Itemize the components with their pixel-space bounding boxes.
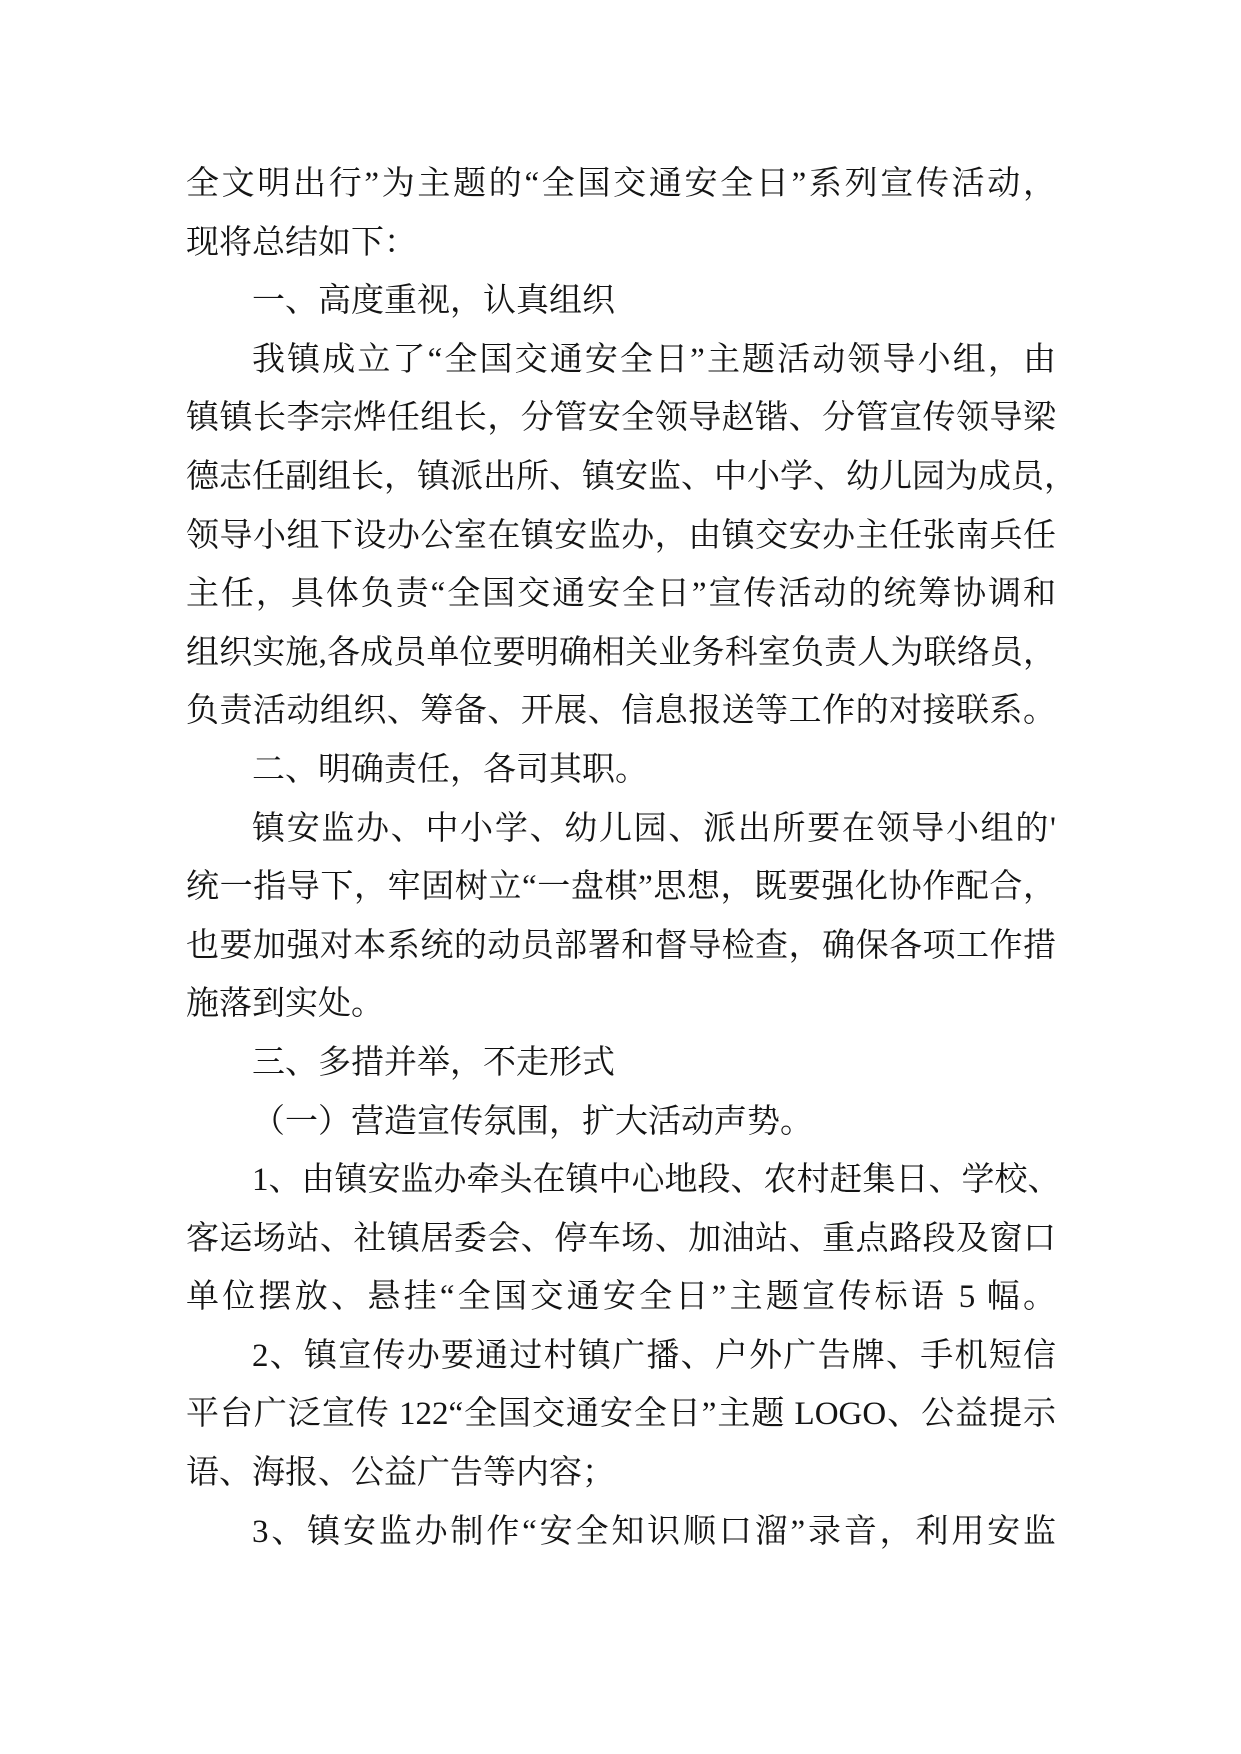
text-line: 1、由镇安监办牵头在镇中心地段、农村赶集日、学校、 [252, 1162, 1061, 1199]
text-line: 施落到实处。 [186, 986, 384, 1023]
text-line: 三、多措并举，不走形式 [252, 1044, 615, 1081]
text-line: 3、镇安监办制作“安全知识顺口溜”录音，利用安监 [252, 1513, 1056, 1550]
text-line: （一）营造宣传氛围，扩大活动声势。 [252, 1103, 813, 1140]
text-line: 统一指导下，牢固树立“一盘棋”思想，既要强化协作配合， [186, 869, 1056, 906]
text-line: 德志任副组长，镇派出所、镇安监、中小学、幼儿园为成员， [186, 458, 1077, 495]
document-body [186, 155, 1077, 1561]
text-line: 平台广泛宣传 122“全国交通安全日”主题 LOGO、公益提示 [186, 1396, 1056, 1433]
text-line: 二、明确责任，各司其职。 [252, 751, 648, 788]
text-line: 镇安监办、中小学、幼儿园、派出所要在领导小组的' [252, 810, 1056, 847]
text-line: 负责活动组织、筹备、开展、信息报送等工作的对接联系。 [186, 693, 1056, 730]
text-line: 客运场站、社镇居委会、停车场、加油站、重点路段及窗口 [186, 1220, 1056, 1257]
text-line: 现将总结如下： [186, 224, 417, 261]
text-line: 镇镇长李宗烨任组长，分管安全领导赵锴、分管宣传领导梁 [186, 400, 1056, 437]
text-line: 全文明出行”为主题的“全国交通安全日”系列宣传活动， [186, 166, 1056, 202]
text-line: 我镇成立了“全国交通安全日”主题活动领导小组，由 [252, 341, 1056, 378]
text-line: 主任，具体负责“全国交通安全日”宣传活动的统筹协调和 [186, 576, 1056, 613]
text-line: 领导小组下设办公室在镇安监办，由镇交安办主任张南兵任 [186, 517, 1056, 554]
text-line: 一、高度重视，认真组织 [252, 283, 615, 320]
text-line: 2、镇宣传办要通过村镇广播、户外广告牌、手机短信 [252, 1337, 1056, 1374]
text-line: 单位摆放、悬挂“全国交通安全日”主题宣传标语 5 幅。 [186, 1279, 1056, 1316]
text-line: 组织实施,各成员单位要明确相关业务科室负责人为联络员， [186, 634, 1056, 671]
text-line: 语、海报、公益广告等内容； [186, 1455, 615, 1492]
text-line: 也要加强对本系统的动员部署和督导检查，确保各项工作措 [186, 927, 1056, 964]
